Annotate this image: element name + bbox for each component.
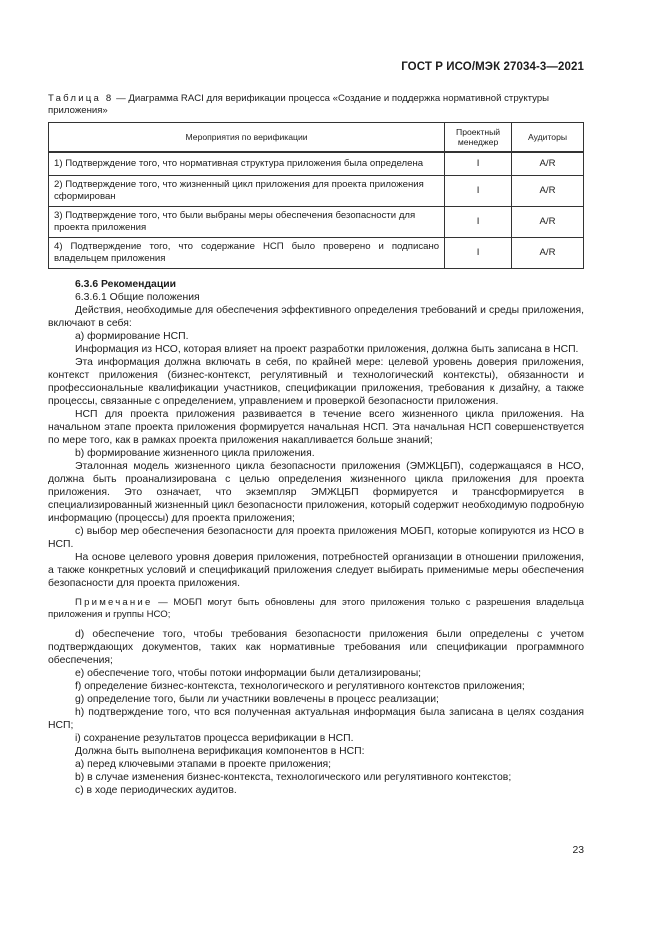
- column-header-project-manager: Проектный менеджер: [445, 123, 512, 153]
- note-label: Примечание: [75, 597, 153, 608]
- table-cell-auditors: A/R: [512, 176, 584, 207]
- table-cell-manager: I: [445, 238, 512, 269]
- table-cell-activity: 1) Подтверждение того, что нормативная структура приложения была определена: [49, 152, 445, 176]
- table-row: [49, 176, 584, 207]
- table-cell-manager: I: [445, 207, 512, 238]
- list-item: i) сохранение результатов процесса верификации в НСП.: [75, 733, 354, 744]
- paragraph: Информация из НСО, которая влияет на проект разработки приложения, должна быть записана в НСП.: [75, 344, 579, 355]
- table-cell-activity: 3) Подтверждение того, что были выбраны меры обеспечения безопасности для проекта приложения: [49, 207, 445, 238]
- paragraph: Эта информация должна включать в себя, по крайней мере: целевой уровень доверия приложения, контекст приложения (бизнес-контекст, регулятивный и технологический контексты), обязанности и профессиональные квалификации участников, спецификации приложения, требования к дизайну, а также процессы, связанные с определением, управлением и проверкой безопасности приложения.: [48, 357, 584, 407]
- paragraph: Эталонная модель жизненного цикла безопасности приложения (ЭМЖЦБП), содержащаяся в НСО, должна быть проанализирована с целью определения жизненного цикла приложения для проекта приложения. Это означает, что экземпляр ЭМЖЦБП формируется и трансформируется в специализированный жизненный цикл безопасности приложения, который содержит необходимую подробную информацию (процессы) для проекта приложения;: [48, 461, 584, 524]
- table-caption-label: Таблица 8: [48, 93, 114, 104]
- note: [48, 597, 584, 621]
- section-heading: 6.3.6 Рекомендации: [75, 279, 176, 290]
- paragraph: Действия, необходимые для обеспечения эффективного определения требований и среды приложения, включают в себя:: [48, 305, 584, 329]
- paragraph: На основе целевого уровня доверия приложения, потребностей организации в отношении приложения, а также конкретных условий и спецификаций приложения следует выбирать применимые меры обеспечения безопасности для проекта приложения.: [48, 552, 584, 589]
- list-item: e) обеспечение того, чтобы потоки информации были детализированы;: [75, 668, 422, 679]
- table-cell-activity: 2) Подтверждение того, что жизненный цикл приложения для проекта приложения сформирован: [49, 176, 445, 207]
- table-cell-auditors: A/R: [512, 152, 584, 176]
- document-header: ГОСТ Р ИСО/МЭК 27034-3—2021: [401, 61, 584, 73]
- note-text: — МОБП могут быть обновлены для этого приложения только с разрешения владельца приложения и группы НСО;: [48, 597, 584, 620]
- page-number: 23: [572, 845, 584, 856]
- list-item: f) определение бизнес-контекста, технологического и регулятивного контекстов приложения;: [75, 681, 525, 692]
- table-row: [49, 152, 584, 176]
- table-cell-manager: I: [445, 176, 512, 207]
- paragraph: Должна быть выполнена верификация компонентов в НСП:: [75, 746, 365, 757]
- list-item: d) обеспечение того, чтобы требования безопасности приложения были определены с учетом подтверждающих документов, таких как нормативные требования или спецификации программного обеспечения;: [48, 629, 584, 666]
- raci-table: [48, 122, 584, 269]
- table-cell-manager: I: [445, 152, 512, 176]
- subsection-heading: 6.3.6.1 Общие положения: [75, 292, 200, 303]
- list-item: g) определение того, были ли участники вовлечены в процесс реализации;: [75, 694, 439, 705]
- list-item: а) формирование НСП.: [75, 331, 189, 342]
- list-item: h) подтверждение того, что вся полученная актуальная информация была записана в целях создания НСП;: [48, 707, 584, 731]
- table-row: [49, 207, 584, 238]
- column-header-auditors: Аудиторы: [512, 123, 584, 153]
- list-item: c) выбор мер обеспечения безопасности для проекта приложения МОБП, которые копируются из НСО в НСП.: [48, 526, 584, 550]
- list-item: a) перед ключевыми этапами в проекте приложения;: [75, 759, 332, 770]
- table-row: [49, 238, 584, 269]
- document-body: [48, 278, 584, 797]
- table-header-row: [49, 123, 584, 153]
- table-cell-auditors: A/R: [512, 207, 584, 238]
- column-header-activities: Мероприятия по верификации: [49, 123, 445, 153]
- table-cell-activity: 4) Подтверждение того, что содержание НСП было проверено и подписано владельцем приложения: [49, 238, 445, 269]
- paragraph: НСП для проекта приложения развивается в течение всего жизненного цикла приложения. На начальном этапе проекта приложения формируется начальная НСП. Эта начальная НСП совершенствуется по мере того, как в рамках проекта приложения накапливается больше знаний;: [48, 409, 584, 446]
- table-cell-auditors: A/R: [512, 238, 584, 269]
- list-item: b) формирование жизненного цикла приложения.: [75, 448, 315, 459]
- list-item: c) в ходе периодических аудитов.: [75, 785, 237, 796]
- table-caption-text: — Диаграмма RACI для верификации процесса «Создание и поддержка нормативной структуры приложения»: [48, 93, 550, 116]
- list-item: b) в случае изменения бизнес-контекста, технологического или регулятивного контекстов;: [75, 772, 512, 783]
- table-caption: [48, 93, 584, 117]
